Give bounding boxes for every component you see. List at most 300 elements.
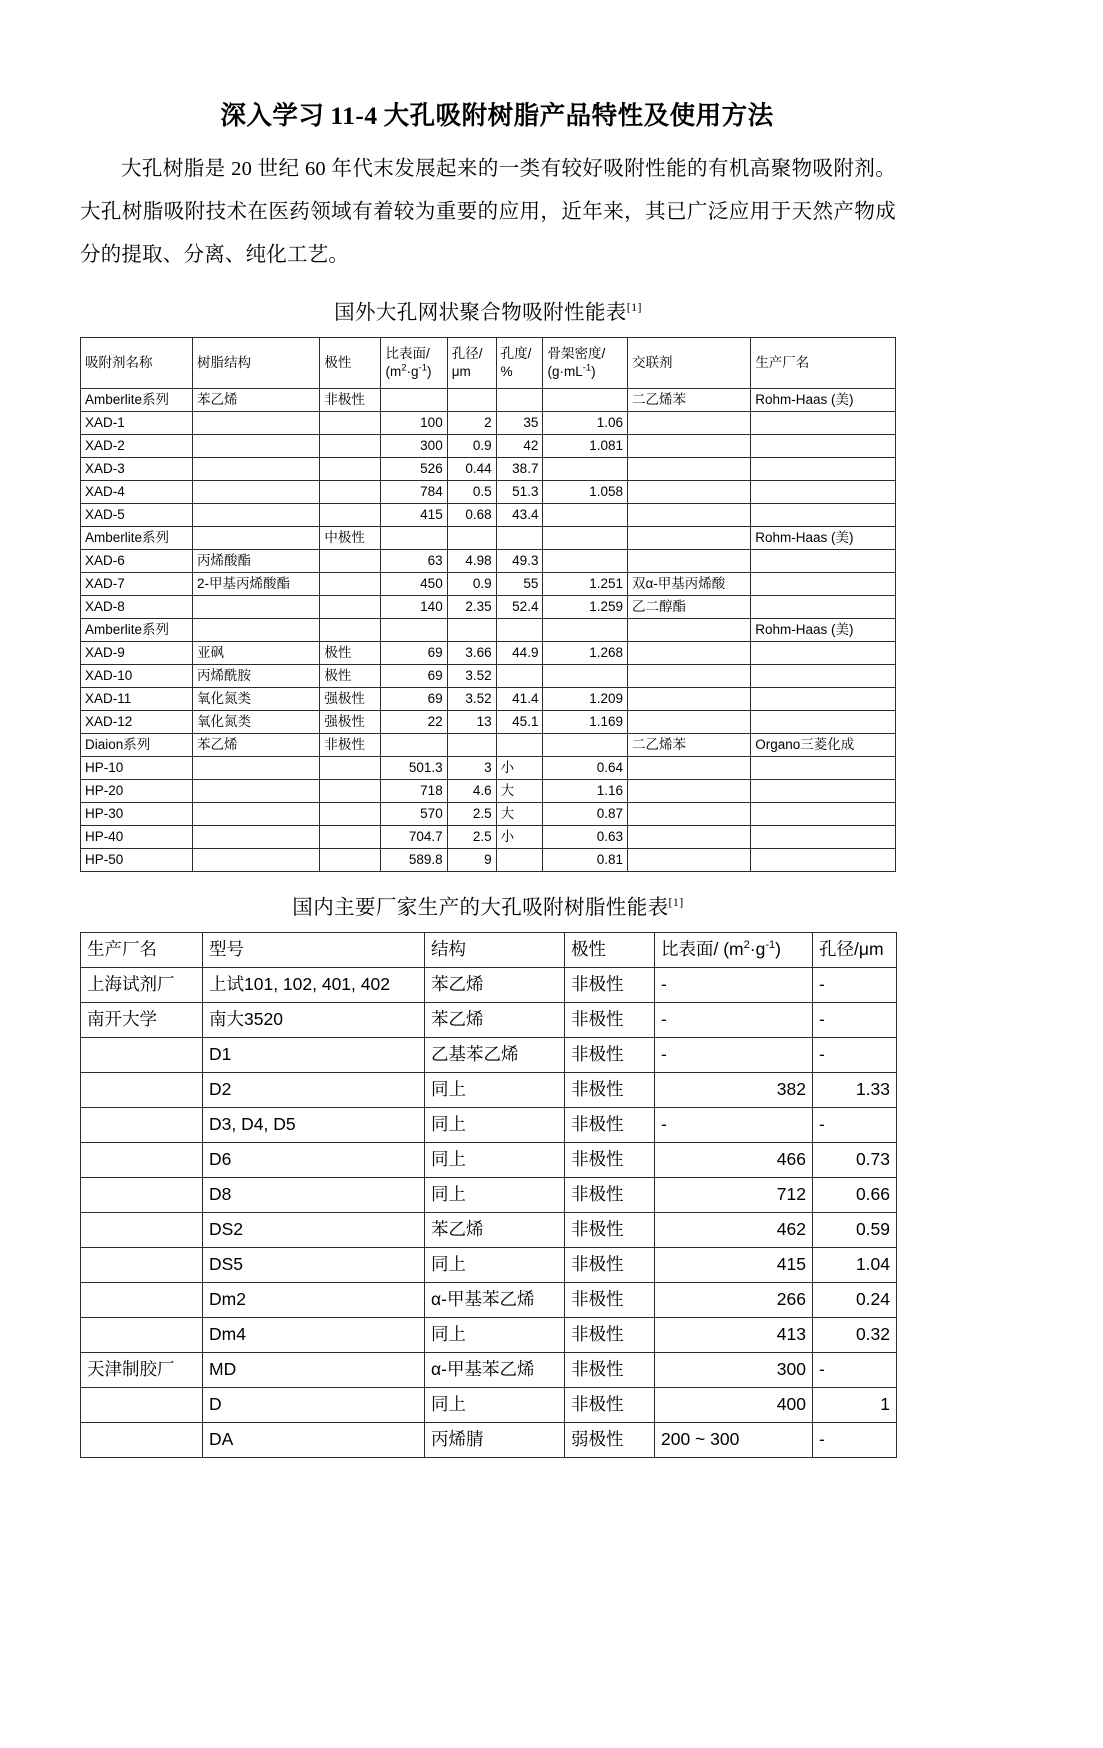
table-cell xyxy=(628,526,751,549)
table-cell: 1.06 xyxy=(543,411,628,434)
table-cell: DS5 xyxy=(203,1247,425,1282)
table-cell: XAD-3 xyxy=(81,457,193,480)
table-cell xyxy=(193,779,320,802)
table-row xyxy=(81,1387,897,1422)
table-row xyxy=(81,503,896,526)
table-cell: 1.058 xyxy=(543,480,628,503)
table1-header-cell xyxy=(628,337,751,388)
table-cell xyxy=(543,526,628,549)
table-cell: 0.68 xyxy=(447,503,496,526)
table-row xyxy=(81,434,896,457)
table-cell: MD xyxy=(203,1352,425,1387)
table-cell: - xyxy=(813,1002,897,1037)
table-cell: 同上 xyxy=(425,1317,565,1352)
table-cell xyxy=(81,1212,203,1247)
table-cell xyxy=(193,848,320,871)
table-cell xyxy=(628,411,751,434)
table-row xyxy=(81,848,896,871)
table-cell: 1.04 xyxy=(813,1247,897,1282)
table-cell: 小 xyxy=(496,825,543,848)
table-cell: 非极性 xyxy=(565,1107,655,1142)
table-cell: 苯乙烯 xyxy=(193,388,320,411)
table-row xyxy=(81,1177,897,1212)
table-cell: XAD-5 xyxy=(81,503,193,526)
table-cell: 1.251 xyxy=(543,572,628,595)
table-cell xyxy=(628,687,751,710)
header-label: 比表面/ xyxy=(385,346,430,362)
table-cell: - xyxy=(655,967,813,1002)
table1-caption xyxy=(80,295,896,325)
table-cell: HP-40 xyxy=(81,825,193,848)
table-cell xyxy=(543,549,628,572)
table-cell: - xyxy=(813,1107,897,1142)
table-cell: 亚砜 xyxy=(193,641,320,664)
table2-header-row xyxy=(81,932,897,967)
table-cell: 非极性 xyxy=(565,967,655,1002)
table-cell: 苯乙烯 xyxy=(193,733,320,756)
header-unit: $(m^2\cdot g^{-1})$ xyxy=(385,362,432,379)
table-row xyxy=(81,1352,897,1387)
table-cell: 同上 xyxy=(425,1107,565,1142)
table-cell: 43.4 xyxy=(496,503,543,526)
table-cell xyxy=(320,572,381,595)
table-cell: 526 xyxy=(381,457,447,480)
table-cell: 1.081 xyxy=(543,434,628,457)
table-cell: 44.9 xyxy=(496,641,543,664)
table-cell: - xyxy=(813,967,897,1002)
table-cell: 0.5 xyxy=(447,480,496,503)
table2-caption-reference: [1] xyxy=(668,895,684,910)
table-cell: DA xyxy=(203,1422,425,1457)
table-cell: Rohm-Haas (美) xyxy=(751,618,896,641)
table-cell: 同上 xyxy=(425,1387,565,1422)
table-cell: XAD-4 xyxy=(81,480,193,503)
table-cell: 极性 xyxy=(320,641,381,664)
table-row xyxy=(81,825,896,848)
table-cell: 1.268 xyxy=(543,641,628,664)
table-cell xyxy=(751,595,896,618)
table-cell xyxy=(381,526,447,549)
table-cell xyxy=(628,710,751,733)
table-cell: 2.5 xyxy=(447,802,496,825)
table-cell xyxy=(81,1072,203,1107)
table-cell xyxy=(496,526,543,549)
table-row xyxy=(81,664,896,687)
table-cell: 非极性 xyxy=(565,1352,655,1387)
table-cell: 二乙烯苯 xyxy=(628,388,751,411)
table-cell: 同上 xyxy=(425,1072,565,1107)
table-cell: 300 xyxy=(655,1352,813,1387)
table-row xyxy=(81,1317,897,1352)
table-cell: Amberlite系列 xyxy=(81,388,193,411)
table-cell xyxy=(193,480,320,503)
table-cell: XAD-11 xyxy=(81,687,193,710)
table-cell xyxy=(320,457,381,480)
table-cell: D3, D4, D5 xyxy=(203,1107,425,1142)
table-cell: Amberlite系列 xyxy=(81,618,193,641)
table-row xyxy=(81,967,897,1002)
table-cell: 同上 xyxy=(425,1142,565,1177)
table-row xyxy=(81,595,896,618)
table-cell: 69 xyxy=(381,687,447,710)
table1-header-cell xyxy=(81,337,193,388)
table-cell xyxy=(320,848,381,871)
table-cell: 35 xyxy=(496,411,543,434)
table-cell xyxy=(543,618,628,641)
table-cell: 300 xyxy=(381,434,447,457)
table-cell xyxy=(193,825,320,848)
table-cell xyxy=(751,480,896,503)
table-cell: 非极性 xyxy=(565,1387,655,1422)
header-label: 孔径/μm xyxy=(819,939,884,960)
table-cell xyxy=(751,503,896,526)
table2-header-cell xyxy=(81,932,203,967)
table-cell: XAD-10 xyxy=(81,664,193,687)
table-cell xyxy=(751,434,896,457)
table-row xyxy=(81,572,896,595)
table-cell xyxy=(496,664,543,687)
table-cell: 0.44 xyxy=(447,457,496,480)
table-cell xyxy=(81,1247,203,1282)
table-cell xyxy=(381,388,447,411)
table-cell: - xyxy=(655,1037,813,1072)
table-cell xyxy=(751,572,896,595)
table-cell xyxy=(628,480,751,503)
header-label: 结构 xyxy=(431,939,466,960)
table-cell: 41.4 xyxy=(496,687,543,710)
table-row xyxy=(81,1037,897,1072)
table-cell: 乙二醇酯 xyxy=(628,595,751,618)
table2-header-cell xyxy=(813,932,897,967)
table1-header-cell xyxy=(381,337,447,388)
table-cell: 22 xyxy=(381,710,447,733)
table-cell xyxy=(81,1282,203,1317)
table-cell: - xyxy=(813,1037,897,1072)
table-cell xyxy=(320,411,381,434)
table-cell: 非极性 xyxy=(565,1282,655,1317)
table-cell: 589.8 xyxy=(381,848,447,871)
table-row xyxy=(81,526,896,549)
table-cell: 140 xyxy=(381,595,447,618)
table-cell: 天津制胶厂 xyxy=(81,1352,203,1387)
table2-header-cell xyxy=(565,932,655,967)
table-cell xyxy=(193,526,320,549)
table-cell: 苯乙烯 xyxy=(425,967,565,1002)
header-label: 生产厂名 xyxy=(755,355,810,371)
table-cell: 非极性 xyxy=(565,1212,655,1247)
table-cell: 苯乙烯 xyxy=(425,1212,565,1247)
table-cell: 200 ~ 300 xyxy=(655,1422,813,1457)
table-row xyxy=(81,1142,897,1177)
table-cell xyxy=(751,687,896,710)
table-cell: 非极性 xyxy=(565,1037,655,1072)
table-cell xyxy=(751,802,896,825)
table-row xyxy=(81,480,896,503)
table-cell: 63 xyxy=(381,549,447,572)
table2-body xyxy=(81,967,897,1457)
header-label: 孔径/ xyxy=(451,346,483,362)
table-cell: 极性 xyxy=(320,664,381,687)
table-row xyxy=(81,618,896,641)
table-row xyxy=(81,733,896,756)
table-cell xyxy=(193,618,320,641)
table-cell xyxy=(496,618,543,641)
table-cell xyxy=(496,848,543,871)
table-cell: 570 xyxy=(381,802,447,825)
table-cell xyxy=(628,825,751,848)
table-cell: Rohm-Haas (美) xyxy=(751,388,896,411)
table-cell: - xyxy=(655,1107,813,1142)
table-cell: DS2 xyxy=(203,1212,425,1247)
table-cell: 1.169 xyxy=(543,710,628,733)
table-cell: 南大3520 xyxy=(203,1002,425,1037)
table1-header-cell xyxy=(193,337,320,388)
table-cell xyxy=(751,848,896,871)
table-cell: XAD-7 xyxy=(81,572,193,595)
table-cell xyxy=(193,595,320,618)
table-cell: 弱极性 xyxy=(565,1422,655,1457)
table-cell xyxy=(628,457,751,480)
table-cell: 0.87 xyxy=(543,802,628,825)
title-main: 大孔吸附树脂产品特性及使用方法 xyxy=(383,101,774,130)
table-cell: 氧化氮类 xyxy=(193,687,320,710)
table-cell: D6 xyxy=(203,1142,425,1177)
table-cell xyxy=(81,1107,203,1142)
table-cell: Diaion系列 xyxy=(81,733,193,756)
table-cell xyxy=(751,641,896,664)
header-label: 吸附剂名称 xyxy=(85,355,153,371)
table-cell: 非极性 xyxy=(565,1072,655,1107)
table-cell: 45.1 xyxy=(496,710,543,733)
header-label: 生产厂名 xyxy=(87,939,157,960)
table-cell: Organo三菱化成 xyxy=(751,733,896,756)
table-cell: 4.6 xyxy=(447,779,496,802)
table-cell: Rohm-Haas (美) xyxy=(751,526,896,549)
table-cell: 氧化氮类 xyxy=(193,710,320,733)
table-row xyxy=(81,641,896,664)
table-cell: 382 xyxy=(655,1072,813,1107)
table-cell xyxy=(751,457,896,480)
table-row xyxy=(81,756,896,779)
table-cell: HP-30 xyxy=(81,802,193,825)
table-cell xyxy=(81,1422,203,1457)
table-cell xyxy=(628,756,751,779)
table-cell: 55 xyxy=(496,572,543,595)
title-number: 11-4 xyxy=(330,101,378,130)
table-cell: 51.3 xyxy=(496,480,543,503)
table-cell: 上试101, 102, 401, 402 xyxy=(203,967,425,1002)
foreign-resin-table xyxy=(80,337,896,872)
table-cell xyxy=(543,457,628,480)
table-cell: 非极性 xyxy=(565,1317,655,1352)
table-cell: 丙烯酸酯 xyxy=(193,549,320,572)
table-cell: 13 xyxy=(447,710,496,733)
table-cell xyxy=(320,595,381,618)
header-unit: $(g\cdot mL^{-1})$ xyxy=(547,362,596,379)
table-cell xyxy=(320,549,381,572)
table-cell: 乙基苯乙烯 xyxy=(425,1037,565,1072)
table-cell: XAD-12 xyxy=(81,710,193,733)
table-cell: 415 xyxy=(655,1247,813,1282)
table-cell xyxy=(628,779,751,802)
table1-header-cell xyxy=(496,337,543,388)
table-cell: 1.33 xyxy=(813,1072,897,1107)
table-cell: - xyxy=(813,1352,897,1387)
table-cell xyxy=(543,388,628,411)
table-cell xyxy=(193,756,320,779)
page-content xyxy=(80,100,896,1458)
table-cell: HP-10 xyxy=(81,756,193,779)
table-cell: 0.63 xyxy=(543,825,628,848)
table-cell xyxy=(381,618,447,641)
table-cell xyxy=(628,549,751,572)
table-cell: 3 xyxy=(447,756,496,779)
table-cell xyxy=(628,664,751,687)
table-cell: 0.64 xyxy=(543,756,628,779)
table-cell: Dm4 xyxy=(203,1317,425,1352)
table-row xyxy=(81,1282,897,1317)
table-cell: 强极性 xyxy=(320,710,381,733)
table-cell: 718 xyxy=(381,779,447,802)
table-cell: Amberlite系列 xyxy=(81,526,193,549)
table-row xyxy=(81,1002,897,1037)
table-cell xyxy=(81,1317,203,1352)
header-unit: μm xyxy=(451,363,471,379)
table-cell: 1 xyxy=(813,1387,897,1422)
table-cell: 415 xyxy=(381,503,447,526)
table-cell xyxy=(751,664,896,687)
table-cell: HP-20 xyxy=(81,779,193,802)
table-cell: 400 xyxy=(655,1387,813,1422)
header-label: 骨架密度/ xyxy=(547,346,606,362)
table-cell: 4.98 xyxy=(447,549,496,572)
table-cell xyxy=(381,733,447,756)
header-label: 极性 xyxy=(571,939,606,960)
table-cell xyxy=(320,756,381,779)
table-cell: 0.32 xyxy=(813,1317,897,1352)
table-cell xyxy=(81,1387,203,1422)
table-cell: 3.52 xyxy=(447,687,496,710)
table-cell: α-甲基苯乙烯 xyxy=(425,1282,565,1317)
table-cell: 1.209 xyxy=(543,687,628,710)
table-cell xyxy=(320,618,381,641)
table-cell: 强极性 xyxy=(320,687,381,710)
header-label: 比表面/ $(m^2\cdot g^{-1})$ xyxy=(661,939,781,960)
table-cell: - xyxy=(813,1422,897,1457)
table-cell: 266 xyxy=(655,1282,813,1317)
table-cell xyxy=(543,503,628,526)
table-cell xyxy=(628,641,751,664)
table-row xyxy=(81,710,896,733)
domestic-resin-table xyxy=(80,932,897,1458)
table-cell: XAD-6 xyxy=(81,549,193,572)
table-cell xyxy=(628,434,751,457)
table-cell xyxy=(628,503,751,526)
header-label: 交联剂 xyxy=(632,355,673,371)
table-cell xyxy=(751,825,896,848)
page-title xyxy=(80,100,896,132)
table-row xyxy=(81,687,896,710)
table-cell: 2.35 xyxy=(447,595,496,618)
table-cell xyxy=(447,526,496,549)
table-cell: 3.52 xyxy=(447,664,496,687)
table-cell: 非极性 xyxy=(565,1177,655,1212)
table1-body xyxy=(81,388,896,871)
table-cell: α-甲基苯乙烯 xyxy=(425,1352,565,1387)
table-cell: D2 xyxy=(203,1072,425,1107)
header-unit: % xyxy=(500,363,513,379)
table-cell xyxy=(81,1037,203,1072)
table-cell xyxy=(193,802,320,825)
table-cell: 462 xyxy=(655,1212,813,1247)
table-cell: 双α-甲基丙烯酸 xyxy=(628,572,751,595)
table-cell xyxy=(81,1177,203,1212)
table-cell xyxy=(447,618,496,641)
table-cell: 非极性 xyxy=(320,388,381,411)
header-label: 极性 xyxy=(324,355,352,371)
table-cell: 704.7 xyxy=(381,825,447,848)
table2-caption-text: 国内主要厂家生产的大孔吸附树脂性能表 xyxy=(292,896,669,919)
table-cell: 同上 xyxy=(425,1247,565,1282)
table-cell: 中极性 xyxy=(320,526,381,549)
table-cell xyxy=(628,618,751,641)
table-cell: 大 xyxy=(496,802,543,825)
table-cell: 52.4 xyxy=(496,595,543,618)
table-cell: 450 xyxy=(381,572,447,595)
table-row xyxy=(81,1072,897,1107)
table-cell xyxy=(193,457,320,480)
table1-header-cell xyxy=(751,337,896,388)
table-cell: 1.259 xyxy=(543,595,628,618)
table-cell: 0.59 xyxy=(813,1212,897,1247)
table-cell: 2-甲基丙烯酸酯 xyxy=(193,572,320,595)
table-cell: D8 xyxy=(203,1177,425,1212)
table-cell: 同上 xyxy=(425,1177,565,1212)
table-row xyxy=(81,388,896,411)
table-cell: 0.9 xyxy=(447,572,496,595)
table-cell: XAD-9 xyxy=(81,641,193,664)
table-cell: D xyxy=(203,1387,425,1422)
table-row xyxy=(81,802,896,825)
table1-header-cell xyxy=(447,337,496,388)
table2-caption xyxy=(80,890,896,920)
header-label: 型号 xyxy=(209,939,244,960)
table-cell: Dm2 xyxy=(203,1282,425,1317)
table-cell: 苯乙烯 xyxy=(425,1002,565,1037)
table-cell xyxy=(320,480,381,503)
table-cell xyxy=(447,388,496,411)
table-row xyxy=(81,779,896,802)
table-cell: 38.7 xyxy=(496,457,543,480)
table1-header-cell xyxy=(543,337,628,388)
table-cell: 小 xyxy=(496,756,543,779)
table-cell xyxy=(543,733,628,756)
table-cell: 0.81 xyxy=(543,848,628,871)
table-cell xyxy=(496,388,543,411)
table-cell xyxy=(320,825,381,848)
table-cell xyxy=(320,802,381,825)
table-cell xyxy=(751,710,896,733)
table-cell: 466 xyxy=(655,1142,813,1177)
table-row xyxy=(81,1247,897,1282)
table-cell xyxy=(320,779,381,802)
table-cell: D1 xyxy=(203,1037,425,1072)
table-cell xyxy=(193,503,320,526)
table-cell: 0.66 xyxy=(813,1177,897,1212)
table-cell: 49.3 xyxy=(496,549,543,572)
table-cell xyxy=(320,434,381,457)
table-cell: XAD-1 xyxy=(81,411,193,434)
